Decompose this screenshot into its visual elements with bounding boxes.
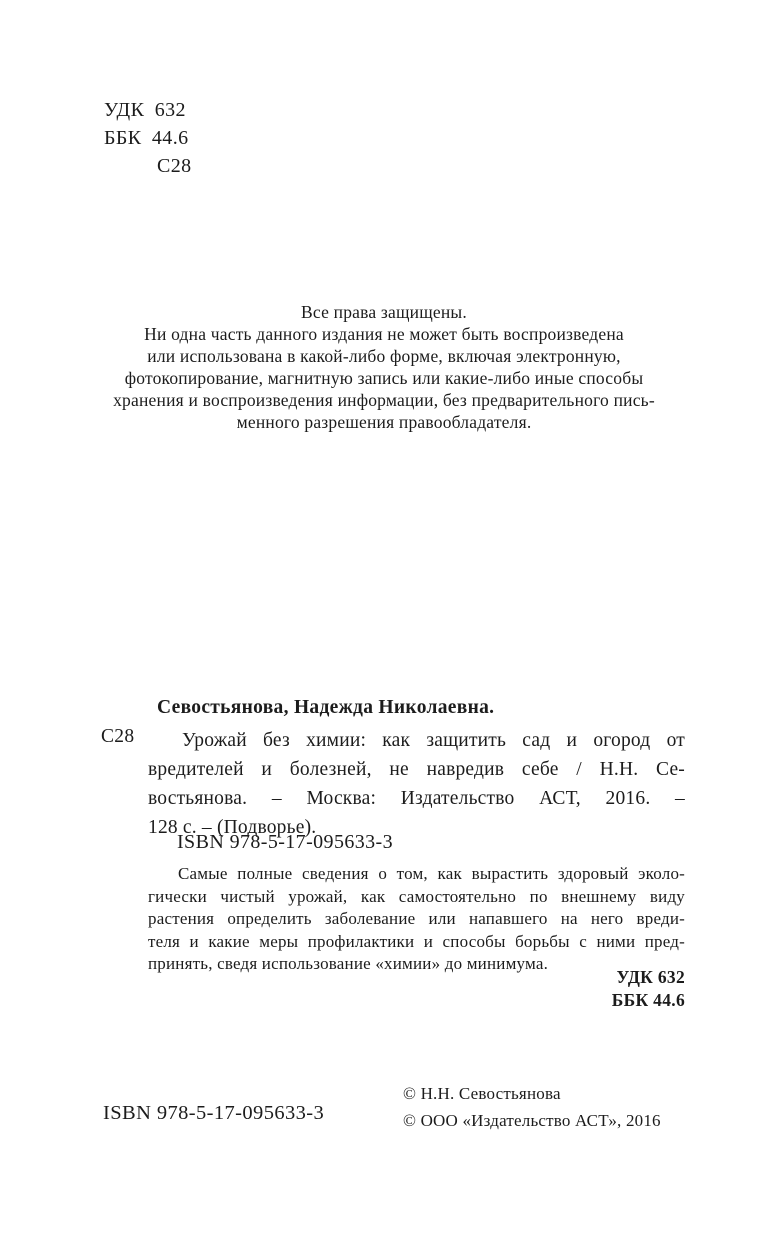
footer-isbn: ISBN 978-5-17-095633-3 [103, 1102, 325, 1124]
copyright-author-line: © Н.Н. Севостьянова [403, 1084, 561, 1103]
udk-code: УДК 632 [104, 99, 186, 121]
udk-code-bottom: УДК 632 [616, 967, 685, 987]
biblio-entry-line: вредителей и болезней, не навредив себе / Н.Н. Се- [148, 759, 685, 780]
biblio-entry-line: Урожай без химии: как защитить сад и огород от [182, 730, 685, 751]
rights-notice-line: менного разрешения правообладателя. [236, 412, 532, 432]
biblio-entry [148, 726, 685, 842]
rights-notice-line: фотокопирование, магнитную запись или какие-либо иные способы [124, 368, 644, 388]
biblio-entry-line: 128 с. – (Подворье). [148, 817, 317, 838]
biblio-isbn: ISBN 978-5-17-095633-3 [177, 831, 394, 853]
annotation-line: Самые полные сведения о том, как вырастить здоровый эколо- [178, 864, 685, 883]
annotation-line: гически чистый урожай, как самостоятельно по внешнему виду [148, 886, 685, 906]
top-classification-codes [104, 96, 192, 180]
rights-notice [0, 301, 768, 433]
author-sign-code: С28 [157, 155, 192, 177]
rights-notice-line: Все права защищены. [301, 302, 467, 322]
annotation [148, 863, 685, 976]
annotation-line: растения определить заболевание или напавшего на него вреди- [148, 909, 685, 929]
bbk-code: ББК 44.6 [104, 127, 189, 149]
annotation-line: теля и какие меры профилактики и способы борьбы с ними пред- [148, 931, 685, 951]
copyright-publisher-line: © ООО «Издательство АСТ», 2016 [403, 1110, 661, 1130]
rights-notice-line: хранения и воспроизведения информации, без предварительного пись- [113, 390, 655, 410]
biblio-author-sign-code: С28 [101, 726, 135, 747]
rights-notice-line: Ни одна часть данного издания не может быть воспроизведена [144, 324, 624, 344]
biblio-entry-line: востьянова. – Москва: Издательство АСТ, 2016. – [148, 788, 685, 809]
bbk-code-bottom: ББК 44.6 [611, 989, 685, 1010]
bottom-classification-codes [612, 966, 685, 1011]
biblio-author-name: Севостьянова, Надежда Николаевна. [157, 697, 495, 718]
footer-copyrights [403, 1081, 661, 1134]
rights-notice-line: или использована в какой-либо форме, включая электронную, [147, 346, 621, 366]
annotation-line: принять, сведя использование «химии» до минимума. [148, 954, 549, 974]
